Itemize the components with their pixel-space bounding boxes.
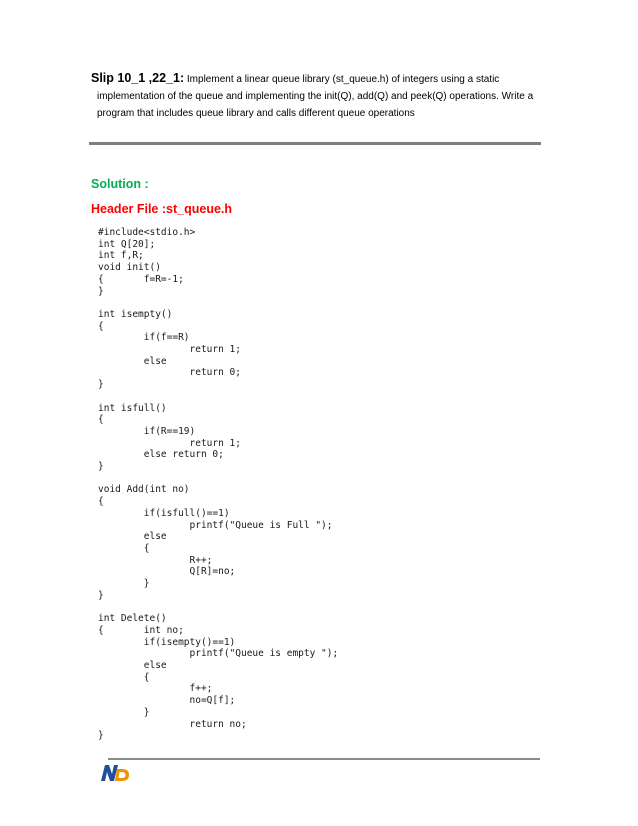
nd-logo-icon	[100, 764, 130, 782]
code-listing: #include<stdio.h> int Q[20]; int f,R; void init() { f=R=-1; } int isempty() { if(f==R) return 1; else return 0; } int isfull() { if(R==19) return 1; else return 0; } void Add(int no) { if(isfull()==1) printf("Queue is Full "); else { R++; Q[R]=no; } } int Delete() { int no; if(isempty()==1) printf("Queue is empty "); else { f++; no=Q[f]; } return no; }	[98, 227, 339, 742]
header-file-heading: Header File :st_queue.h	[91, 202, 233, 216]
problem-line-2: implementation of the queue and implementing the init(Q), add(Q) and peek(Q) operations. Write a	[97, 91, 534, 102]
problem-text-1: Implement a linear queue library (st_queue.h) of integers using a static	[186, 74, 500, 85]
problem-line-3: program that includes queue library and calls different queue operations	[97, 108, 415, 119]
footer-divider	[108, 758, 540, 760]
solution-heading: Solution :	[91, 177, 149, 191]
section-divider	[89, 142, 541, 145]
slip-id: Slip 10_1 ,22_1:	[91, 71, 185, 85]
problem-line-1	[91, 70, 551, 88]
problem-statement	[91, 70, 551, 122]
